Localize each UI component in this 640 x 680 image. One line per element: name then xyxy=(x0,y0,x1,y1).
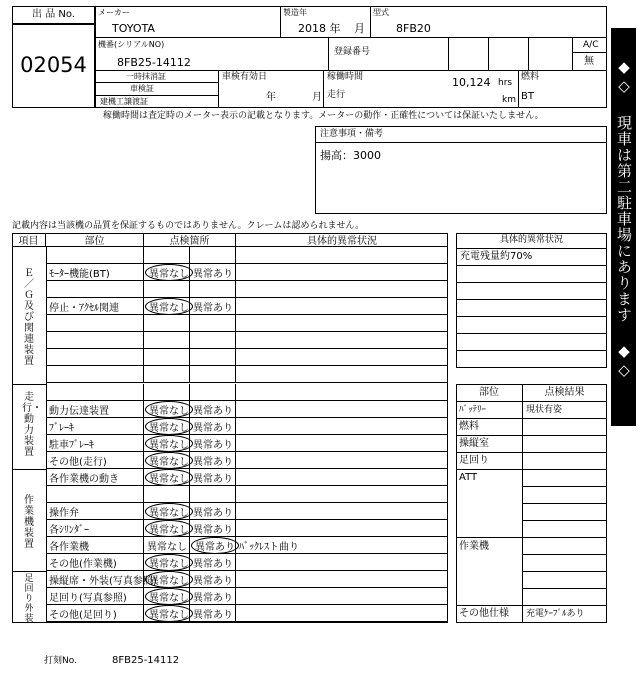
check-ok-label: 異常なし xyxy=(145,452,193,469)
check-ng-label: 異常あり xyxy=(193,439,233,451)
row-part: その他(走行) xyxy=(46,452,144,469)
row-detail xyxy=(236,401,448,418)
check-ng xyxy=(190,332,236,349)
check-ng-label: 異常あり xyxy=(193,473,233,485)
row-part: ﾌﾞﾚｰｷ xyxy=(46,418,144,435)
model-label: 型式 xyxy=(373,8,389,17)
col-item: 項目 xyxy=(12,233,46,247)
hours-value: 10,124 xyxy=(452,76,491,89)
check-ok-label: 異常なし xyxy=(145,571,193,588)
check-ok xyxy=(144,537,190,554)
check-ng xyxy=(190,401,236,418)
row-detail xyxy=(236,298,448,315)
check-ok xyxy=(144,571,190,588)
maker-label: メーカー xyxy=(98,8,130,17)
row-part: その他(足回り) xyxy=(46,605,144,622)
row-part: 各ｼﾘﾝﾀﾞｰ xyxy=(46,520,144,537)
check-ok xyxy=(144,401,190,418)
col-part: 部位 xyxy=(46,233,144,247)
row-detail xyxy=(236,486,448,503)
right-detail-row xyxy=(457,317,606,334)
check-ng-label: 異常あり xyxy=(191,537,239,554)
drive-rows xyxy=(46,384,448,469)
row-detail xyxy=(236,452,448,469)
check-ok xyxy=(144,435,190,452)
reg-label: 登録番号 xyxy=(334,47,371,57)
row-part: 各作業機の動き xyxy=(46,469,144,486)
check-ng xyxy=(190,384,236,401)
check-ng-label: 異常あり xyxy=(193,609,233,621)
notes-text: 揚高：3000 xyxy=(320,149,381,162)
right-detail-header: 具体的異常状況 xyxy=(457,234,606,249)
inspection-table-header xyxy=(12,233,448,247)
km-unit: km xyxy=(502,95,516,105)
check-ok xyxy=(144,520,190,537)
check-ok-label: 異常なし xyxy=(147,541,187,553)
row-detail xyxy=(236,366,448,383)
km-label: 走行 xyxy=(327,90,346,100)
check-ng xyxy=(190,537,236,554)
row-detail xyxy=(236,332,448,349)
check-ng-label: 異常あり xyxy=(193,524,233,536)
row-detail xyxy=(236,247,448,264)
year-label: 製造年 xyxy=(283,8,307,17)
stamp-no-label: 打刻No. xyxy=(44,656,77,666)
check-ok-label: 異常なし xyxy=(145,298,193,315)
location-banner-text: ◆◇ 現車は第二駐車場にあります ◆◇ xyxy=(615,58,633,380)
result-fuel: 燃料 xyxy=(459,421,479,432)
maker-value: TOYOTA xyxy=(112,22,155,35)
check-ng-label: 異常あり xyxy=(193,268,233,280)
check-ok xyxy=(144,418,190,435)
row-part xyxy=(46,332,144,349)
temp-cancel-label: 一時抹消証 xyxy=(126,72,166,81)
check-ok xyxy=(144,349,190,366)
row-part xyxy=(46,247,144,264)
check-ng xyxy=(190,247,236,264)
check-ok-label: 異常なし xyxy=(145,503,193,520)
check-ok xyxy=(144,315,190,332)
row-detail xyxy=(236,588,448,605)
check-ok xyxy=(144,281,190,298)
hours-unit: hrs xyxy=(498,78,513,88)
row-detail xyxy=(236,571,448,588)
group-work-label: 作業機装置 xyxy=(24,495,34,550)
check-ok xyxy=(144,469,190,486)
check-ng xyxy=(190,520,236,537)
row-detail xyxy=(236,605,448,622)
check-ng xyxy=(190,605,236,622)
right-detail-table xyxy=(456,233,607,368)
result-other-value: 充電ｹｰﾌﾞﾙあり xyxy=(526,609,585,619)
row-detail xyxy=(236,264,448,281)
check-ok xyxy=(144,264,190,281)
serial-label: 機番(シリアルNO) xyxy=(98,40,165,49)
row-part xyxy=(46,315,144,332)
check-ng-label: 異常あり xyxy=(193,405,233,417)
check-ok-label: 異常なし xyxy=(145,264,193,281)
inspection-month: 月 xyxy=(312,92,322,103)
check-ng xyxy=(190,469,236,486)
check-ok xyxy=(144,503,190,520)
group-foot-label: 足回り外装 xyxy=(24,574,34,624)
check-ok xyxy=(144,298,190,315)
col-detail: 具体的異常状況 xyxy=(236,233,448,247)
row-part xyxy=(46,486,144,503)
row-part: 動力伝達装置 xyxy=(46,401,144,418)
check-ok-label: 異常なし xyxy=(145,435,193,452)
row-detail xyxy=(236,435,448,452)
row-detail xyxy=(236,281,448,298)
check-ng xyxy=(190,588,236,605)
ac-label: A/C xyxy=(583,40,599,50)
right-detail-row xyxy=(457,334,606,351)
col-check: 点検箇所 xyxy=(144,233,236,247)
group-eg-label: Ｅ／Ｇ及び関連装置 xyxy=(24,268,34,367)
check-ng xyxy=(190,418,236,435)
check-ok-label: 異常なし xyxy=(145,605,193,622)
check-ok-label: 異常なし xyxy=(145,418,193,435)
check-ng xyxy=(190,486,236,503)
row-part: 足回り(写真参照) xyxy=(46,588,144,605)
check-ng xyxy=(190,264,236,281)
row-detail xyxy=(236,554,448,571)
check-ok xyxy=(144,452,190,469)
row-part: その他(作業機) xyxy=(46,554,144,571)
check-ng xyxy=(190,571,236,588)
row-part: 操作弁 xyxy=(46,503,144,520)
notes-label: 注意事項・備考 xyxy=(316,127,606,143)
lot-no-box xyxy=(12,24,95,108)
result-cab: 操縦室 xyxy=(459,438,489,449)
result-battery: ﾊﾞｯﾃﾘｰ xyxy=(459,405,487,415)
row-part: 各作業機 xyxy=(46,537,144,554)
row-detail xyxy=(236,418,448,435)
check-ok-label: 異常なし xyxy=(145,554,193,571)
right-detail-row xyxy=(457,300,606,317)
work-rows xyxy=(46,469,448,571)
check-ng-label: 異常あり xyxy=(193,302,233,314)
check-ng-label: 異常あり xyxy=(193,558,233,570)
row-detail xyxy=(236,315,448,332)
check-ok-label: 異常なし xyxy=(145,520,193,537)
stamp-no-value: 8FB25-14112 xyxy=(112,655,180,666)
row-detail xyxy=(236,384,448,401)
check-ng xyxy=(190,366,236,383)
lot-no: 02054 xyxy=(20,53,87,77)
check-ng xyxy=(190,281,236,298)
row-detail xyxy=(236,503,448,520)
row-detail xyxy=(236,469,448,486)
construction-cert-label: 建機工譲渡証 xyxy=(100,97,148,106)
check-ok-label: 異常なし xyxy=(145,588,193,605)
check-ok xyxy=(144,554,190,571)
foot-rows xyxy=(46,571,448,622)
row-part: 駐車ﾌﾞﾚｰｷ xyxy=(46,435,144,452)
row-part xyxy=(46,349,144,366)
group-drive-label: 走行・動力装置 xyxy=(22,392,42,458)
result-work: 作業機 xyxy=(459,541,489,552)
check-ok-label: 異常なし xyxy=(145,469,193,486)
check-ok-label: 異常なし xyxy=(145,401,193,418)
hours-label: 稼働時間 xyxy=(327,72,364,82)
row-part: 停止・ｱｸｾﾙ関連 xyxy=(46,298,144,315)
check-ng-label: 異常あり xyxy=(193,575,233,587)
check-ng-label: 異常あり xyxy=(193,456,233,468)
inspection-label: 車検有効日 xyxy=(222,72,268,82)
location-banner xyxy=(611,28,636,426)
vehicle-cert-label: 車検証 xyxy=(130,84,154,93)
fuel-label: 燃料 xyxy=(521,72,540,82)
result-battery-value: 現状有姿 xyxy=(526,405,563,415)
result-att: ATT xyxy=(459,472,478,483)
row-part xyxy=(46,384,144,401)
inspection-year: 年 xyxy=(266,92,276,103)
row-part: ﾓｰﾀｰ機能(BT) xyxy=(46,264,144,281)
row-detail: ﾊﾞｯｸﾚｽト曲り xyxy=(236,537,448,554)
row-part xyxy=(46,366,144,383)
right-detail-row xyxy=(457,283,606,300)
notice-quality: 記載内容は当該機の品質を保証するものではありません。クレームは認められません。 xyxy=(12,221,365,231)
result-col-result: 点検結果 xyxy=(544,387,585,398)
month-suffix: 月 xyxy=(354,22,365,35)
lot-no-label: 出 品 No. xyxy=(32,9,75,20)
notice-hours: 稼働時間は査定時のメーター表示の記載となります。メーターの動作・正確性については保証いたしません。 xyxy=(103,111,544,121)
eg-rows xyxy=(46,247,448,383)
model-value: 8FB20 xyxy=(396,22,431,35)
check-ok xyxy=(144,588,190,605)
ac-value: 無 xyxy=(584,56,594,67)
check-ok xyxy=(144,332,190,349)
lot-no-label-box xyxy=(12,6,95,24)
check-ng-label: 異常あり xyxy=(193,592,233,604)
check-ng-label: 異常あり xyxy=(193,507,233,519)
result-foot: 足回り xyxy=(459,455,489,466)
check-ng xyxy=(190,315,236,332)
check-ok xyxy=(144,384,190,401)
check-ok xyxy=(144,366,190,383)
check-ok xyxy=(144,605,190,622)
check-ng xyxy=(190,554,236,571)
right-detail-row xyxy=(457,266,606,283)
row-part: 操縦席・外装(写真参照) xyxy=(46,571,144,588)
result-col-part: 部位 xyxy=(479,387,499,398)
row-part xyxy=(46,281,144,298)
check-ok xyxy=(144,247,190,264)
check-ng xyxy=(190,452,236,469)
right-detail-row: 充電残量約70% xyxy=(457,249,606,266)
check-ng xyxy=(190,349,236,366)
fuel-value: BT xyxy=(521,91,534,102)
year-value: 2018 年 xyxy=(298,22,341,35)
check-ok xyxy=(144,486,190,503)
check-ng xyxy=(190,435,236,452)
serial-value: 8FB25-14112 xyxy=(117,56,191,69)
row-detail xyxy=(236,520,448,537)
check-ng xyxy=(190,298,236,315)
row-detail xyxy=(236,349,448,366)
result-other: その他仕様 xyxy=(459,608,509,619)
check-ng-label: 異常あり xyxy=(193,422,233,434)
notes-box xyxy=(315,126,607,214)
check-ng xyxy=(190,503,236,520)
